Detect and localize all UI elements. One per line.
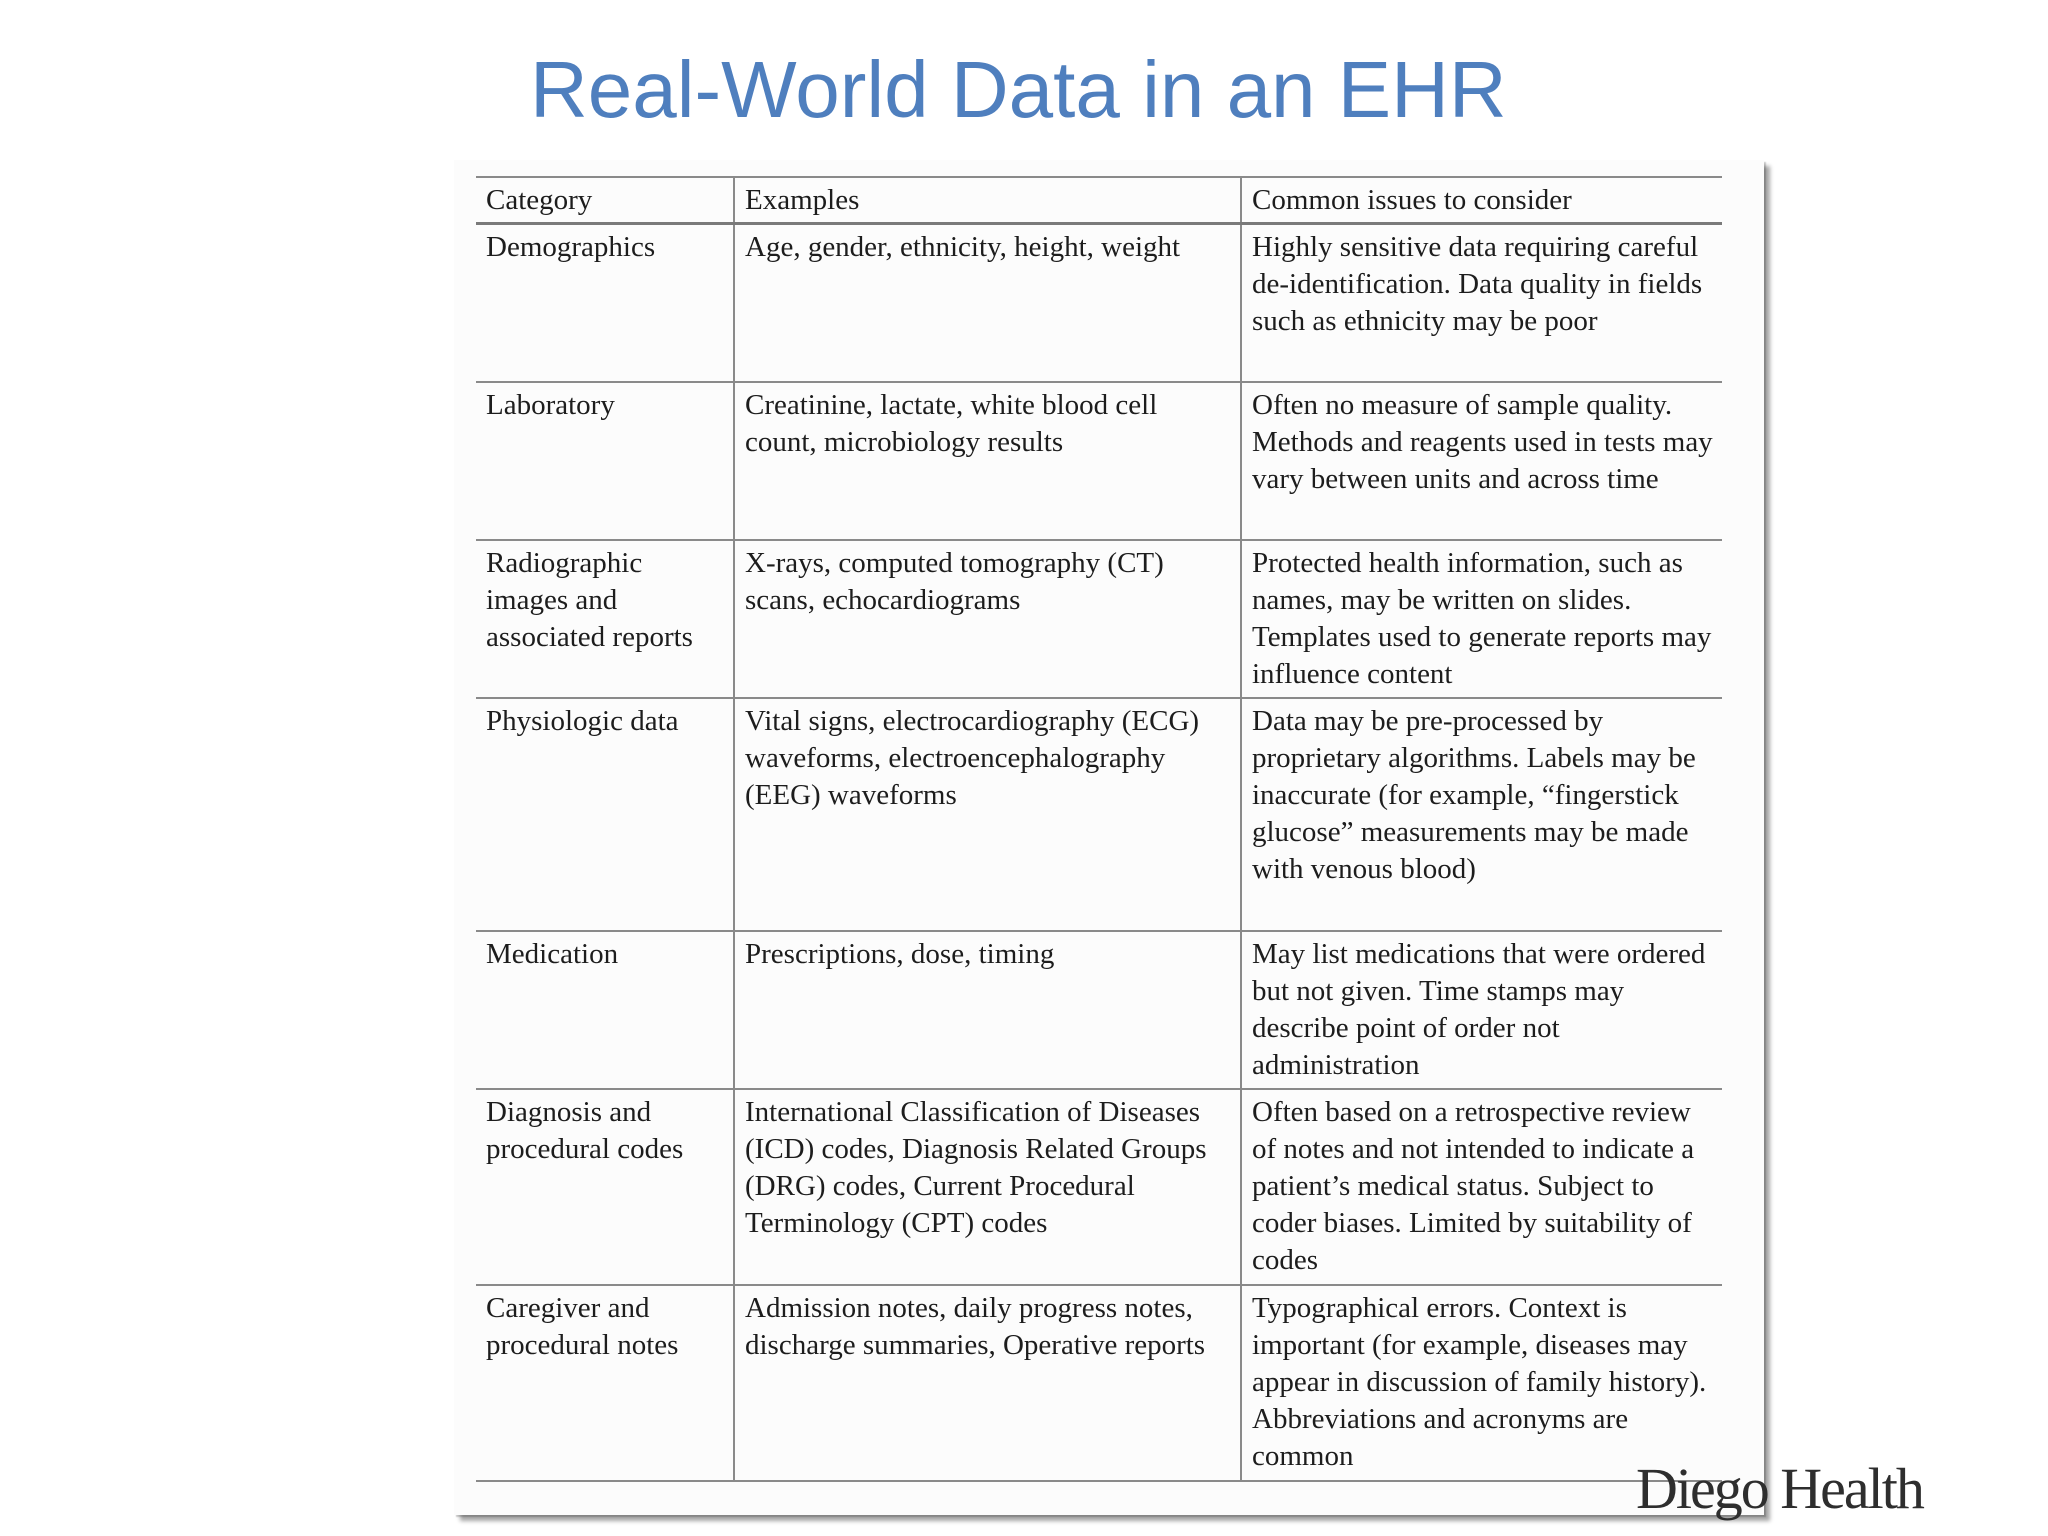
issues-cell: Protected health information, such as names, may be written on slides. Templates used to generate reports may influence content [1241,540,1722,698]
table-header-row [476,177,1722,224]
issues-cell: Often no measure of sample quality. Methods and reagents used in tests may vary between units and across time [1241,382,1722,540]
table-row [476,382,1722,540]
examples-cell: Creatinine, lactate, white blood cell count, microbiology results [734,382,1241,540]
issues-cell: Highly sensitive data requiring careful de-identification. Data quality in fields such as ethnicity may be poor [1241,224,1722,382]
health-logo: Diego Health [1636,1456,1923,1521]
category-cell: Demographics [476,224,734,382]
category-cell: Medication [476,931,734,1089]
table-row [476,224,1722,382]
table-row [476,1285,1722,1481]
category-cell: Radiographic images and associated reports [476,540,734,698]
issues-cell: Typographical errors. Context is important (for example, diseases may appear in discussion of family history). Abbreviations and acronyms are common [1241,1285,1722,1481]
examples-cell: X-rays, computed tomography (CT) scans, echocardiograms [734,540,1241,698]
issues-cell: Data may be pre-processed by proprietary algorithms. Labels may be inaccurate (for example, “fingerstick glucose” measurements may be made with venous blood) [1241,698,1722,931]
header-category: Category [476,177,734,224]
slide-title: Real-World Data in an EHR [530,45,1507,134]
issues-cell: Often based on a retrospective review of notes and not intended to indicate a patient’s medical status. Subject to coder biases. Limited by suitability of codes [1241,1089,1722,1285]
header-examples: Examples [734,177,1241,224]
ehr-data-table [476,176,1722,1482]
category-cell: Laboratory [476,382,734,540]
table-image [454,160,1764,1515]
issues-cell: May list medications that were ordered but not given. Time stamps may describe point of order not administration [1241,931,1722,1089]
header-common-issues: Common issues to consider [1241,177,1722,224]
examples-cell: Prescriptions, dose, timing [734,931,1241,1089]
table-row [476,931,1722,1089]
examples-cell: Admission notes, daily progress notes, discharge summaries, Operative reports [734,1285,1241,1481]
category-cell: Physiologic data [476,698,734,931]
table-row [476,540,1722,698]
examples-cell: Vital signs, electrocardiography (ECG) waveforms, electroencephalography (EEG) waveforms [734,698,1241,931]
category-cell: Caregiver and procedural notes [476,1285,734,1481]
examples-cell: International Classification of Diseases (ICD) codes, Diagnosis Related Groups (DRG) codes, Current Procedural Terminology (CPT) codes [734,1089,1241,1285]
category-cell: Diagnosis and procedural codes [476,1089,734,1285]
table-row [476,1089,1722,1285]
table-row [476,698,1722,931]
examples-cell: Age, gender, ethnicity, height, weight [734,224,1241,382]
